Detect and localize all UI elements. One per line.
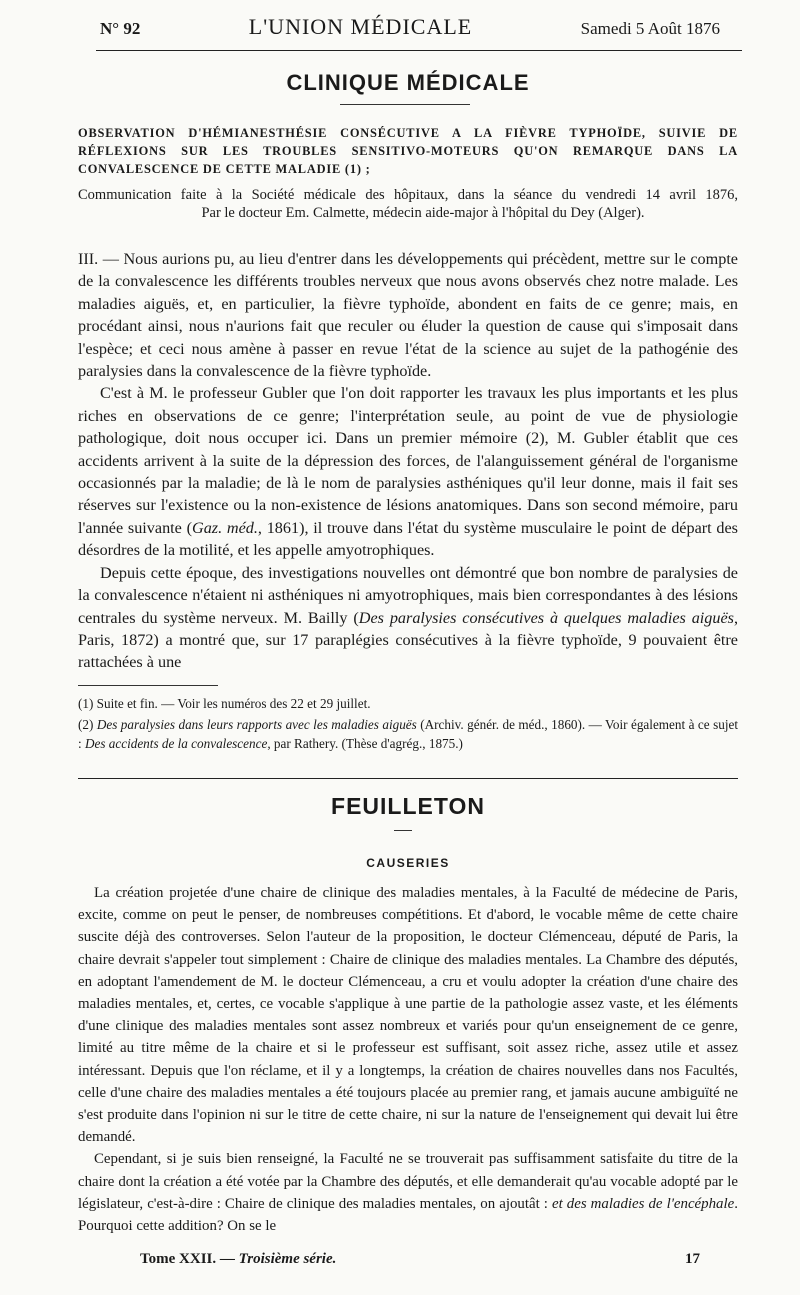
volume-label	[140, 1251, 336, 1268]
author-line: Par le docteur Em. Calmette, médecin aide-major à l'hôpital du Dey (Alger).	[201, 205, 645, 221]
series-text: Troisième série.	[238, 1251, 337, 1267]
footnote-2-title: Des paralysies dans leurs rapports avec les maladies aiguës	[96, 717, 417, 732]
paragraph-2-text: C'est à M. le professeur Gubler que l'on doit rapporter les travaux les plus importants et les plus riches en observations de ce genre; l'interprétation seule, au point de vue de physiologie pathologique, doit nous occuper ici. Dans un premier mémoire (2), M. Gubler établit que ces accidents arrivent à la suite de la dépression des forces, de l'alanguissement général de l'organisme occasionnés par la maladie; de là le nom de paralysies asthéniques qu'il leur donne, mais il fait ses réserves sur l'existence ou la non-existence de lésions anatomiques. Dans son second mémoire, paru l'année suivante (	[78, 384, 738, 537]
footnote-2-text: (Archiv. génér. de méd., 1860). — Voir également à ce sujet :	[78, 717, 739, 751]
article-body	[78, 248, 738, 674]
gazette-reference: Gaz. méd.	[192, 518, 258, 537]
bailly-reference: Des paralysies consécutives à quelques maladies aiguës	[358, 608, 734, 627]
issue-number: N° 92	[100, 19, 141, 38]
title-ornament-rule	[340, 104, 470, 105]
page-number: 17	[685, 1251, 700, 1267]
paragraph-2	[78, 382, 738, 561]
running-head	[100, 14, 720, 48]
feuilleton-paragraph-2	[78, 1148, 738, 1237]
feuilleton-rule	[78, 778, 738, 779]
footnote-2-reference: Des accidents de la convalescence	[84, 736, 268, 751]
footnote-2	[78, 715, 738, 753]
communication-line: Communication faite à la Société médicale des hôpitaux, dans la séance du vendredi 14 avril 1876,	[78, 187, 738, 203]
paragraph-3	[78, 562, 738, 674]
feuilleton-paragraph-2-text: Cependant, si je suis bien renseigné, la Faculté ne se trouverait pas suffisamment satisfaite du titre de la chaire dont la création a été votée par la Chambre des députés, et elle demanderait qu'au vocable adopté par le législateur, c'est-à-dire : Chaire de clinique des maladies mentales, on ajoutât :	[78, 1151, 738, 1212]
feuilleton-body	[78, 882, 738, 1237]
footnote-2-number: (2)	[78, 717, 97, 732]
paragraph-3-end: , Paris, 1872) a montré que, sur 17 paraplégies consécutives à la fièvre typhoïde, 9 pouvaient être rattachées à une	[78, 608, 738, 672]
feuilleton-subtitle: CAUSERIES	[366, 856, 450, 870]
paragraph-1: III. — Nous aurions pu, au lieu d'entrer dans les développements qui précèdent, mettre sur le compte de la convalescence les différents troubles nerveux que nous avons observés chez notre malade. Les maladies aiguës, et, en particulier, la fièvre typhoïde, abondent en faits de ce genre; mais, en procédant ainsi, nous n'aurions fait que reculer ou éluder la question de cause qui s'imposait dans l'espèce; et ceci nous amène à passer en revue l'état de la science au sujet de la pathogénie des paralysies dans la convalescence de la fièvre typhoïde.	[78, 250, 738, 381]
feuilleton-title: FEUILLETON	[331, 793, 485, 819]
paragraph-2-end: , 1861), il trouve dans l'état du système musculaire le point de départ des désordres de la motilité, et les appelle amyotrophiques.	[78, 518, 738, 560]
journal-title: L'UNION MÉDICALE	[248, 14, 473, 39]
footnotes	[78, 694, 738, 755]
footnote-1: (1) Suite et fin. — Voir les numéros des 22 et 29 juillet.	[78, 696, 371, 711]
feuilleton-paragraph-1: La création projetée d'une chaire de clinique des maladies mentales, à la Faculté de médecine de Paris, excite, comme on peut le penser, de nombreuses compétitions. Et d'abord, le vocable même de cette chaire suscite déjà des controverses. Selon l'auteur de la proposition, le docteur Clémenceau, député de Paris, la chaire devrait s'appeler tout simplement : Chaire de clinique des maladies mentales. La Chambre des députés, en adoptant l'amendement de M. le docteur Clémenceau, a cru et voulu adopter la création d'une chaire des maladies mentales, et, certes, ce vocable s'applique à une partie de la pathologie assez vaste, et les éléments d'une clinique des maladies mentales sont assez nombreux et variés pour qu'un enseignement de ce genre, limité au titre même de la chaire et si le professeur est suffisant, soit assez riche, assez utile et assez intéressant. Depuis que l'on réclame, et il y a longtemps, la création de chaires nouvelles dans nos Facultés, celle d'une chaire des maladies mentales a été toujours placée au premier rang, et jamais aucune ambiguïté ne s'est produite dans l'opinion ni sur le titre de cette chaire, ni sur la nature de l'enseignement qui devait lui être demandé.	[78, 885, 738, 1146]
communication-block	[78, 186, 738, 222]
footnote-rule	[78, 685, 218, 686]
footnote-2-end: , par Rathery. (Thèse d'agrég., 1875.)	[267, 736, 463, 751]
tome-text: Tome XXII. —	[140, 1251, 239, 1267]
observation-title: OBSERVATION D'HÉMIANESTHÉSIE CONSÉCUTIVE A LA FIÈVRE TYPHOÏDE, SUIVIE DE RÉFLEXIONS SUR LES TROUBLES SENSITIVO-MOTEURS QU'ON REMARQUE DANS LA CONVALESCENCE DE CETTE MALADIE (1) ;	[78, 126, 738, 176]
page-footer	[140, 1251, 700, 1268]
header-rule	[96, 50, 742, 51]
feuilleton-paragraph-2-end: . Pourquoi cette addition? On se le	[78, 1195, 738, 1235]
paragraph-3-text: Depuis cette époque, des investigations nouvelles ont démontré que bon nombre de paralysies de la convalescence n'étaient ni asthéniques ni amyotrophiques, mais bien correspondantes à des lésions centrales du système nerveux. M. Bailly (	[78, 563, 738, 627]
feuilleton-italic-phrase: et des maladies de l'encéphale	[551, 1195, 735, 1212]
issue-date: Samedi 5 Août 1876	[580, 19, 720, 38]
section-title: CLINIQUE MÉDICALE	[286, 70, 530, 95]
feuilleton-ornament	[394, 830, 412, 831]
